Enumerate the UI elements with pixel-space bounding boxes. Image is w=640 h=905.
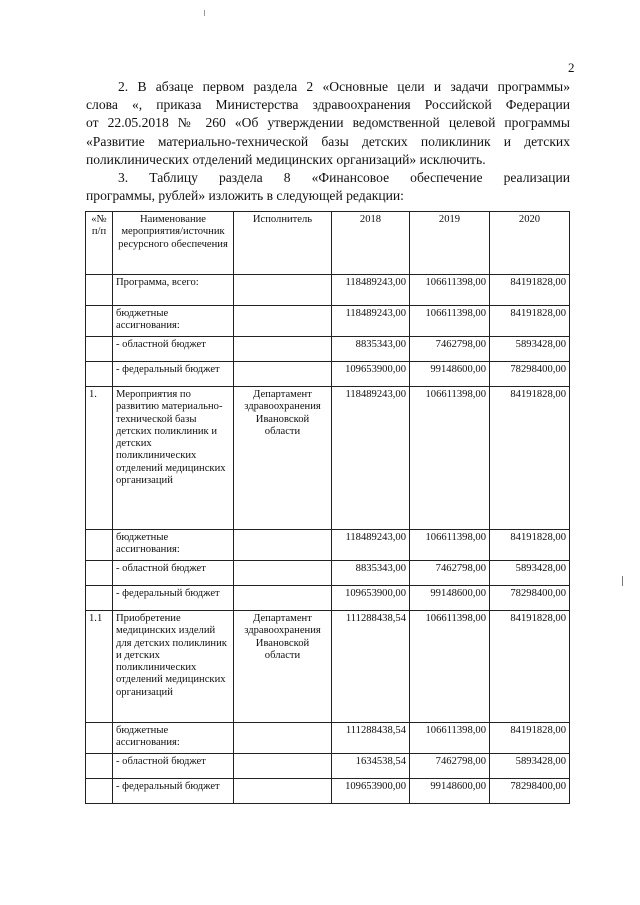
intro-line: поликлинических отделений медицинских организаций» исключить. [86, 151, 486, 167]
row-2020: 84191828,00 [490, 723, 570, 754]
intro-line: программы, рублей» изложить в следующей редакции: [86, 188, 404, 204]
row-num [86, 306, 113, 337]
row-num [86, 561, 113, 586]
row-num: 1. [86, 387, 113, 530]
row-executor [234, 530, 332, 561]
row-2020: 84191828,00 [490, 530, 570, 561]
table-header-row [86, 212, 570, 275]
intro-line: 2. В абзаце первом раздела 2 «Основные цели и задачи программы» [118, 79, 570, 94]
row-2018: 1634538,54 [332, 754, 410, 779]
row-2018: 8835343,00 [332, 337, 410, 362]
row-2019: 99148600,00 [410, 779, 490, 804]
row-num [86, 337, 113, 362]
row-2018: 109653900,00 [332, 362, 410, 387]
row-2019: 99148600,00 [410, 362, 490, 387]
row-2018: 118489243,00 [332, 530, 410, 561]
row-2020: 84191828,00 [490, 387, 570, 530]
row-executor [234, 275, 332, 306]
table-row [86, 306, 570, 337]
row-num [86, 586, 113, 611]
table-row [86, 387, 570, 530]
row-executor [234, 306, 332, 337]
row-name: бюджетные ассигнования: [113, 723, 234, 754]
row-executor: Департамент здравоохранения Ивановской области [234, 611, 332, 723]
row-executor [234, 723, 332, 754]
header-num: «№ п/п [86, 212, 113, 275]
table-row [86, 586, 570, 611]
row-2020: 5893428,00 [490, 754, 570, 779]
row-num: 1.1 [86, 611, 113, 723]
row-2019: 7462798,00 [410, 337, 490, 362]
row-executor: Департамент здравоохранения Ивановской области [234, 387, 332, 530]
table-row [86, 275, 570, 306]
row-2018: 109653900,00 [332, 586, 410, 611]
scan-artifact-mark [622, 576, 623, 586]
row-num [86, 275, 113, 306]
row-2019: 106611398,00 [410, 306, 490, 337]
header-name: Наименование мероприятия/источник ресурсного обеспечения [113, 212, 234, 275]
row-2019: 106611398,00 [410, 723, 490, 754]
row-name: Мероприятия по развитию материально-технической базы детских поликлиник и детских поликлинических отделений медицинских организаций [113, 387, 234, 530]
table-row [86, 337, 570, 362]
row-2019: 106611398,00 [410, 530, 490, 561]
row-name: бюджетные ассигнования: [113, 306, 234, 337]
row-executor [234, 337, 332, 362]
intro-line: «Развитие материально-технической базы детских поликлиник и детских [86, 133, 570, 149]
row-name: - федеральный бюджет [113, 586, 234, 611]
row-name: - областной бюджет [113, 754, 234, 779]
row-2020: 84191828,00 [490, 611, 570, 723]
row-2019: 7462798,00 [410, 561, 490, 586]
row-2018: 109653900,00 [332, 779, 410, 804]
table-row [86, 530, 570, 561]
header-2020: 2020 [490, 212, 570, 275]
row-2020: 5893428,00 [490, 561, 570, 586]
page-number: 2 [568, 60, 575, 75]
row-2020: 78298400,00 [490, 362, 570, 387]
row-2018: 118489243,00 [332, 306, 410, 337]
row-2020: 84191828,00 [490, 275, 570, 306]
row-2019: 99148600,00 [410, 586, 490, 611]
row-2020: 5893428,00 [490, 337, 570, 362]
row-executor [234, 362, 332, 387]
row-name: - областной бюджет [113, 561, 234, 586]
row-2020: 84191828,00 [490, 306, 570, 337]
row-2018: 8835343,00 [332, 561, 410, 586]
row-executor [234, 779, 332, 804]
row-num [86, 362, 113, 387]
row-executor [234, 586, 332, 611]
intro-line: слова «, приказа Министерства здравоохранения Российской Федерации [86, 97, 570, 113]
row-2019: 7462798,00 [410, 754, 490, 779]
financing-table [85, 211, 570, 804]
row-name: Программа, всего: [113, 275, 234, 306]
row-2018: 118489243,00 [332, 387, 410, 530]
scan-artifact-mark [204, 10, 205, 16]
row-2018: 118489243,00 [332, 275, 410, 306]
row-executor [234, 754, 332, 779]
row-2019: 106611398,00 [410, 387, 490, 530]
row-name: Приобретение медицинских изделий для детских поликлиник и детских поликлинических отделений медицинских организаций [113, 611, 234, 723]
table-row [86, 611, 570, 723]
table-row [86, 723, 570, 754]
row-name: - федеральный бюджет [113, 362, 234, 387]
table-row [86, 362, 570, 387]
row-num [86, 779, 113, 804]
row-num [86, 530, 113, 561]
intro-line: от 22.05.2018 № 260 «Об утверждении ведомственной целевой программы [86, 115, 570, 131]
intro-line: 3. Таблицу раздела 8 «Финансовое обеспечение реализации [118, 170, 570, 186]
row-name: - федеральный бюджет [113, 779, 234, 804]
row-num [86, 723, 113, 754]
header-2018: 2018 [332, 212, 410, 275]
row-2020: 78298400,00 [490, 586, 570, 611]
row-name: бюджетные ассигнования: [113, 530, 234, 561]
row-2018: 111288438,54 [332, 611, 410, 723]
table-row [86, 779, 570, 804]
header-executor: Исполнитель [234, 212, 332, 275]
row-name: - областной бюджет [113, 337, 234, 362]
intro-text [86, 78, 570, 205]
row-2020: 78298400,00 [490, 779, 570, 804]
header-2019: 2019 [410, 212, 490, 275]
table-row [86, 561, 570, 586]
row-executor [234, 561, 332, 586]
row-num [86, 754, 113, 779]
row-2019: 106611398,00 [410, 611, 490, 723]
row-2019: 106611398,00 [410, 275, 490, 306]
table-row [86, 754, 570, 779]
row-2018: 111288438,54 [332, 723, 410, 754]
